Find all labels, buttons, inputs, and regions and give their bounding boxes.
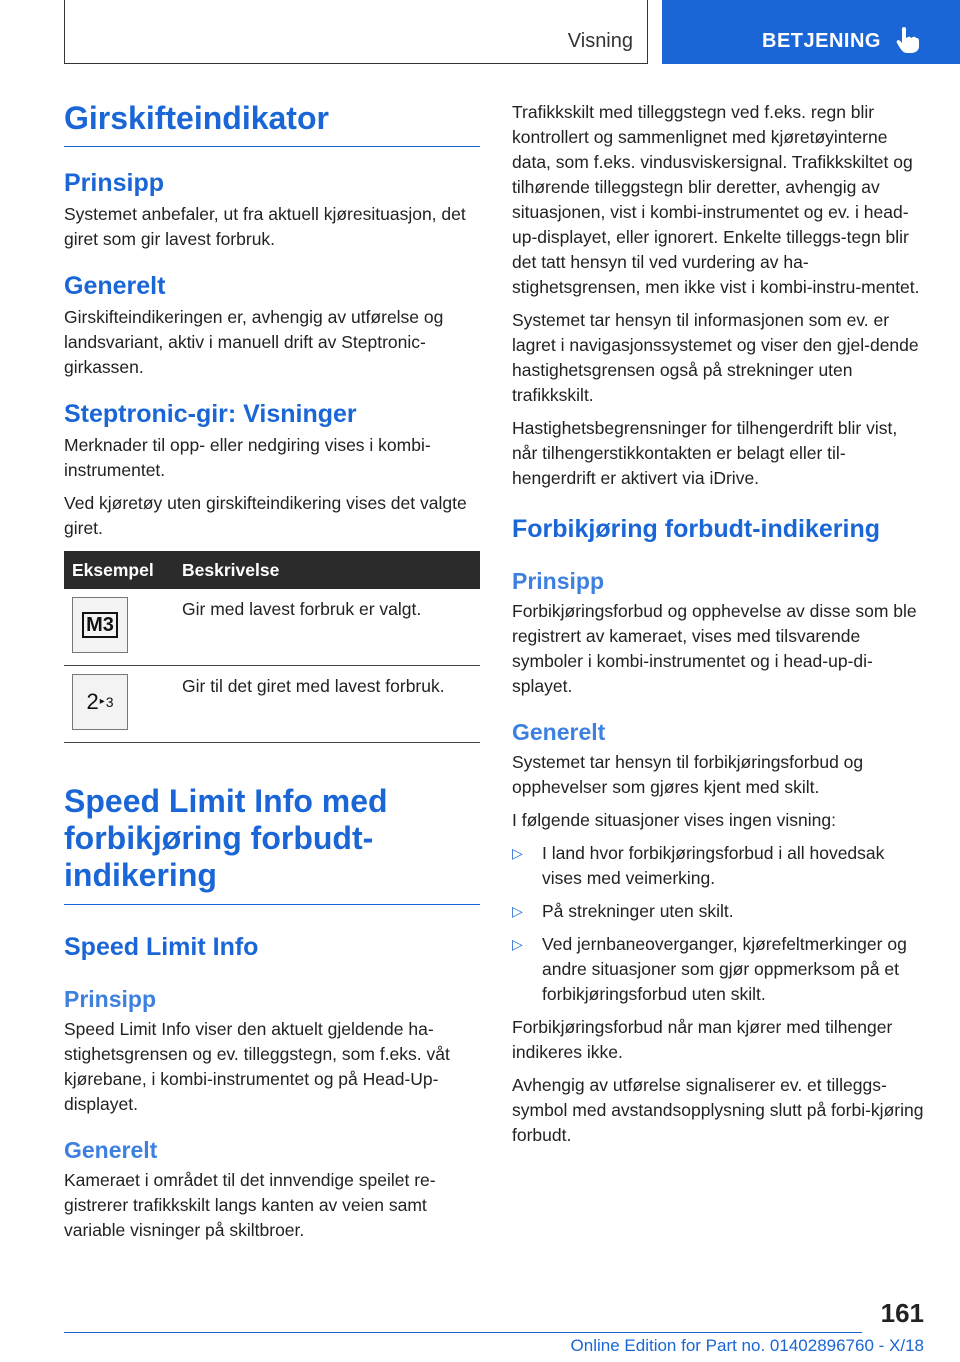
table-header-eksempel: Eksempel <box>64 551 174 589</box>
header-section-box <box>64 0 648 64</box>
text-generelt-3: Systemet tar hensyn til forbikjøringsforbud og opphevelser som gjøres kjent med skilt. <box>512 752 864 797</box>
heading-generelt-3: Generelt <box>512 719 606 745</box>
triangle-bullet-icon: ▷ <box>512 845 523 861</box>
left-column <box>64 100 480 1251</box>
table-row <box>64 589 480 666</box>
triangle-bullet-icon: ▷ <box>512 903 523 919</box>
text-prinsipp-3: Forbikjøringsforbud og opphevelse av disse som ble registrert av kameraet, vises med tilsvarende symboler i kombi-instrumentet og i head-up-di-splayet. <box>512 601 917 696</box>
gear-m3-label: M3 <box>82 612 118 638</box>
table-cell-description: Gir til det giret med lavest forbruk. <box>174 666 480 743</box>
heading-generelt-2: Generelt <box>64 1137 158 1163</box>
heading-generelt: Generelt <box>64 272 166 300</box>
text-situasjoner: I følgende situasjoner vises ingen visning: <box>512 810 836 830</box>
header-section-label: Visning <box>567 30 633 52</box>
gear-from-label: 2 <box>86 689 99 714</box>
header-chapter-tab[interactable] <box>662 0 960 64</box>
gear-m3-icon <box>72 597 128 653</box>
example-table <box>64 551 480 743</box>
text-tilleggssymbol: Avhengig av utførelse signaliserer ev. et tilleggs-symbol med avstandsopplysning slutt på forbi-kjøring forbudt. <box>512 1075 924 1145</box>
list-item: ▷ På strekninger uten skilt. <box>512 899 926 924</box>
footer-edition: Online Edition for Part no. 01402896760 - X/18 <box>570 1336 924 1355</box>
text-generelt-2: Kameraet i området til det innvendige speilet re-gistrerer trafikkskilt langs kanten av veien samt variable visninger på skiltbroer. <box>64 1170 436 1240</box>
heading-forbikjoring: Forbikjøring forbudt-indikering <box>512 515 881 543</box>
header-chapter-label: BETJENING <box>762 30 881 52</box>
text-steptronic-2: Ved kjøretøy uten girskifteindikering vises det valgte giret. <box>64 493 467 538</box>
table-header-beskrivelse: Beskrivelse <box>174 551 480 589</box>
text-steptronic-1: Merknader til opp- eller nedgiring vises i kombi-instrumentet. <box>64 435 431 480</box>
text-prinsipp: Systemet anbefaler, ut fra aktuell kjøresituasjon, det giret som gir lavest forbruk. <box>64 204 466 249</box>
table-cell-description: Gir med lavest forbruk er valgt. <box>174 589 480 666</box>
title-girskifteindikator: Girskifteindikator <box>64 100 480 147</box>
page-number: 161 <box>880 1298 924 1328</box>
title-speed-limit-info: Speed Limit Info med forbikjøring forbudt-indikering <box>64 783 480 905</box>
right-column <box>512 100 926 1156</box>
text-generelt: Girskifteindikeringen er, avhengig av utførelse og landsvariant, aktiv i manuell drift av Steptronic-girkassen. <box>64 307 444 377</box>
heading-prinsipp: Prinsipp <box>64 169 165 197</box>
gear-shift-up-icon <box>72 674 128 730</box>
list-item: ▷ Ved jernbaneoverganger, kjørefeltmerkinger og andre situasjoner som gjør oppmerksom på et forbikjøringsforbud uten skilt. <box>512 934 907 1004</box>
text-tilhenger-forbud: Forbikjøringsforbud når man kjører med tilhenger indikeres ikke. <box>512 1017 893 1062</box>
pointing-hand-icon <box>895 26 921 54</box>
text-trafikkskilt: Trafikkskilt med tilleggstegn ved f.eks. regn blir kontrollert og sammenlignet med kjøretøyinterne data, som f.eks. vindusviskersignal. Trafikkskiltet og tilhørende tilleggstegn blir deretter, avhengig av situasjonen, vist i kombi-instrumentet og ev. i head-up-displayet, eller ignorert. Enkelte tilleggs-tegn blir det tatt hensyn til ved vurdering av ha-stighetsgrensen, men ikke vist i kombi-instru-mentet. <box>512 102 920 297</box>
heading-speed-limit-info: Speed Limit Info <box>64 933 259 961</box>
heading-prinsipp-2: Prinsipp <box>64 986 157 1012</box>
arrow-right-icon: ▸ <box>99 696 105 707</box>
triangle-bullet-icon: ▷ <box>512 936 523 952</box>
text-navigasjon: Systemet tar hensyn til informasjonen som ev. er lagret i navigasjonssystemet og viser den gjel-dende hastighetsgrensen også på strekninger uten trafikkskilt. <box>512 310 919 405</box>
heading-prinsipp-3: Prinsipp <box>512 568 605 594</box>
text-prinsipp-2: Speed Limit Info viser den aktuelt gjeldende ha-stighetsgrensen og ev. tilleggstegn, som f.eks. våt kjørebane, i kombi-instrumentet og på Head-Up-displayet. <box>64 1019 450 1114</box>
heading-steptronic: Steptronic-gir: Visninger <box>64 400 357 428</box>
gear-to-label: 3 <box>105 694 114 710</box>
text-tilhenger: Hastighetsbegrensninger for tilhengerdrift blir vist, når tilhengerstikkontakten er belagt eller til-hengerdrift er aktivert via iDrive. <box>512 418 898 488</box>
list-item: ▷ I land hvor forbikjøringsforbud i all hovedsak vises med veimerking. <box>512 843 885 888</box>
table-row <box>64 666 480 743</box>
footer-divider <box>64 1332 862 1333</box>
